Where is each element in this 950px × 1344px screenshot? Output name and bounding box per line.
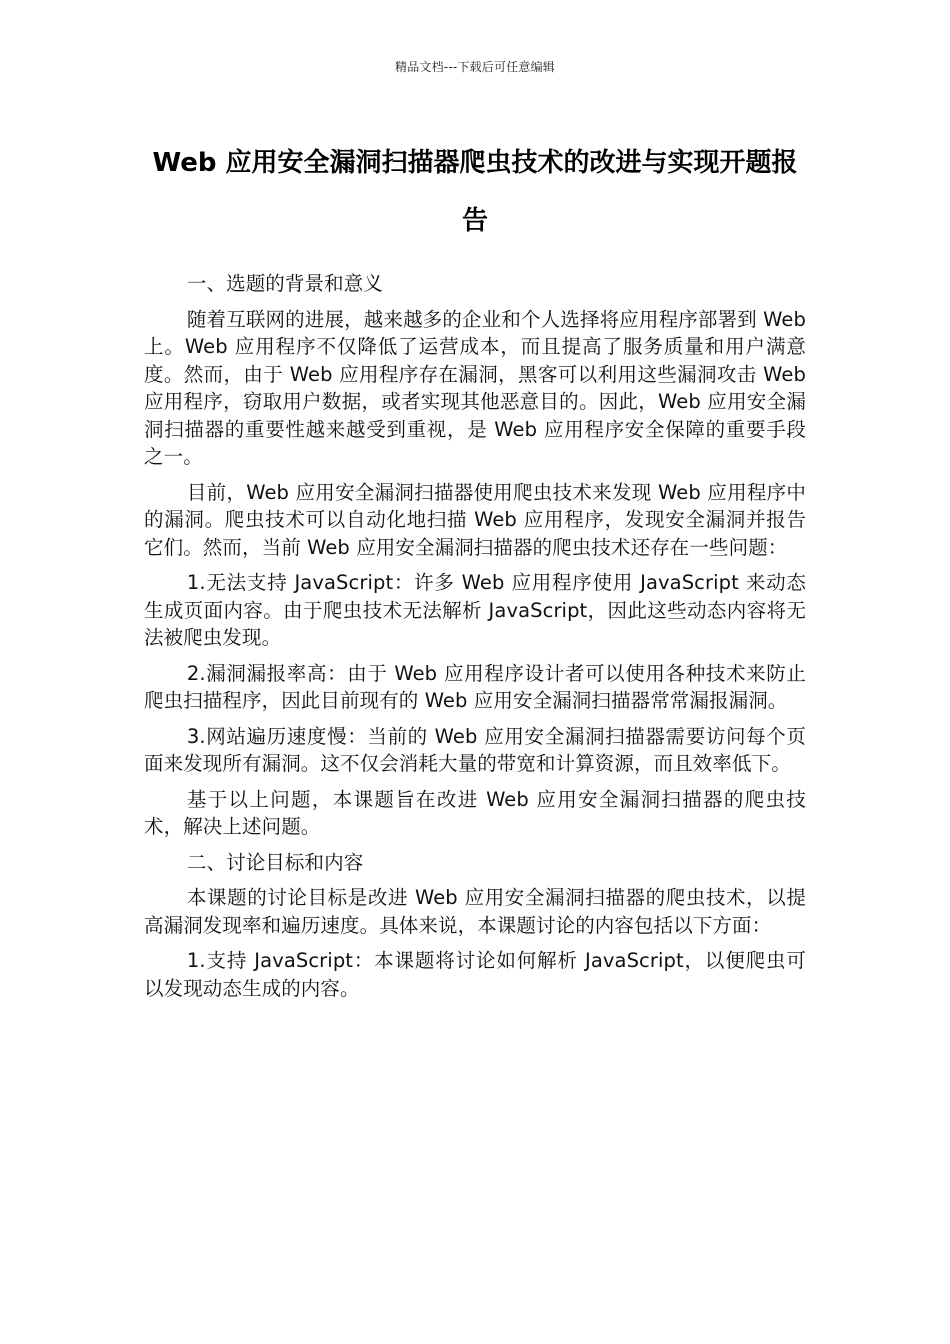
page-header: 精品文档---下载后可任意编辑 [395, 60, 555, 74]
paragraph-goals: 本课题的讨论目标是改进 Web 应用安全漏洞扫描器的爬虫技术，以提高漏洞发现率和遍历速度。具体来说，本课题讨论的内容包括以下方面： [144, 886, 806, 937]
section-heading-goals: 二、讨论目标和内容 [186, 850, 364, 874]
document-body [144, 270, 806, 1010]
paragraph-current-issues: 目前，Web 应用安全漏洞扫描器使用爬虫技术来发现 Web 应用程序中的漏洞。爬虫技术可以自动化地扫描 Web 应用程序，发现安全漏洞并报告它们。然而，当前 Web 应用安全漏洞扫描器的爬虫技术还存在一些问题： [144, 480, 806, 559]
list-item-issue-2: 2.漏洞漏报率高：由于 Web 应用程序设计者可以使用各种技术来防止爬虫扫描程序，因此目前现有的 Web 应用安全漏洞扫描器常常漏报漏洞。 [144, 661, 806, 712]
list-item-issue-1: 1.无法支持 JavaScript：许多 Web 应用程序使用 JavaScript 来动态生成页面内容。由于爬虫技术无法解析 JavaScript，因此这些动态内容将无法被爬虫发现。 [144, 571, 806, 649]
section-heading-background: 一、选题的背景和意义 [186, 272, 383, 295]
list-item-issue-3: 3.网站遍历速度慢：当前的 Web 应用安全漏洞扫描器需要访问每个页面来发现所有漏洞。这不仅会消耗大量的带宽和计算资源，而且效率低下。 [144, 724, 806, 775]
paragraph-aim: 基于以上问题，本课题旨在改进 Web 应用安全漏洞扫描器的爬虫技术，解决上述问题。 [144, 787, 806, 838]
list-item-goal-1: 1.支持 JavaScript：本课题将讨论如何解析 JavaScript，以便爬虫可以发现动态生成的内容。 [144, 949, 806, 1000]
document-title: Web 应用安全漏洞扫描器爬虫技术的改进与实现开题报告 [152, 148, 798, 236]
paragraph-background: 随着互联网的进展，越来越多的企业和个人选择将应用程序部署到 Web 上。Web 应用程序不仅降低了运营成本，而且提高了服务质量和用户满意度。然而，由于 Web 应用程序存在漏洞，黑客可以利用这些漏洞攻击 Web 应用程序，窃取用户数据，或者实现其他恶意目的。因此，Web 应用安全漏洞扫描器的重要性越来越受到重视，是 Web 应用程序安全保障的重要手段之一。 [144, 307, 806, 468]
